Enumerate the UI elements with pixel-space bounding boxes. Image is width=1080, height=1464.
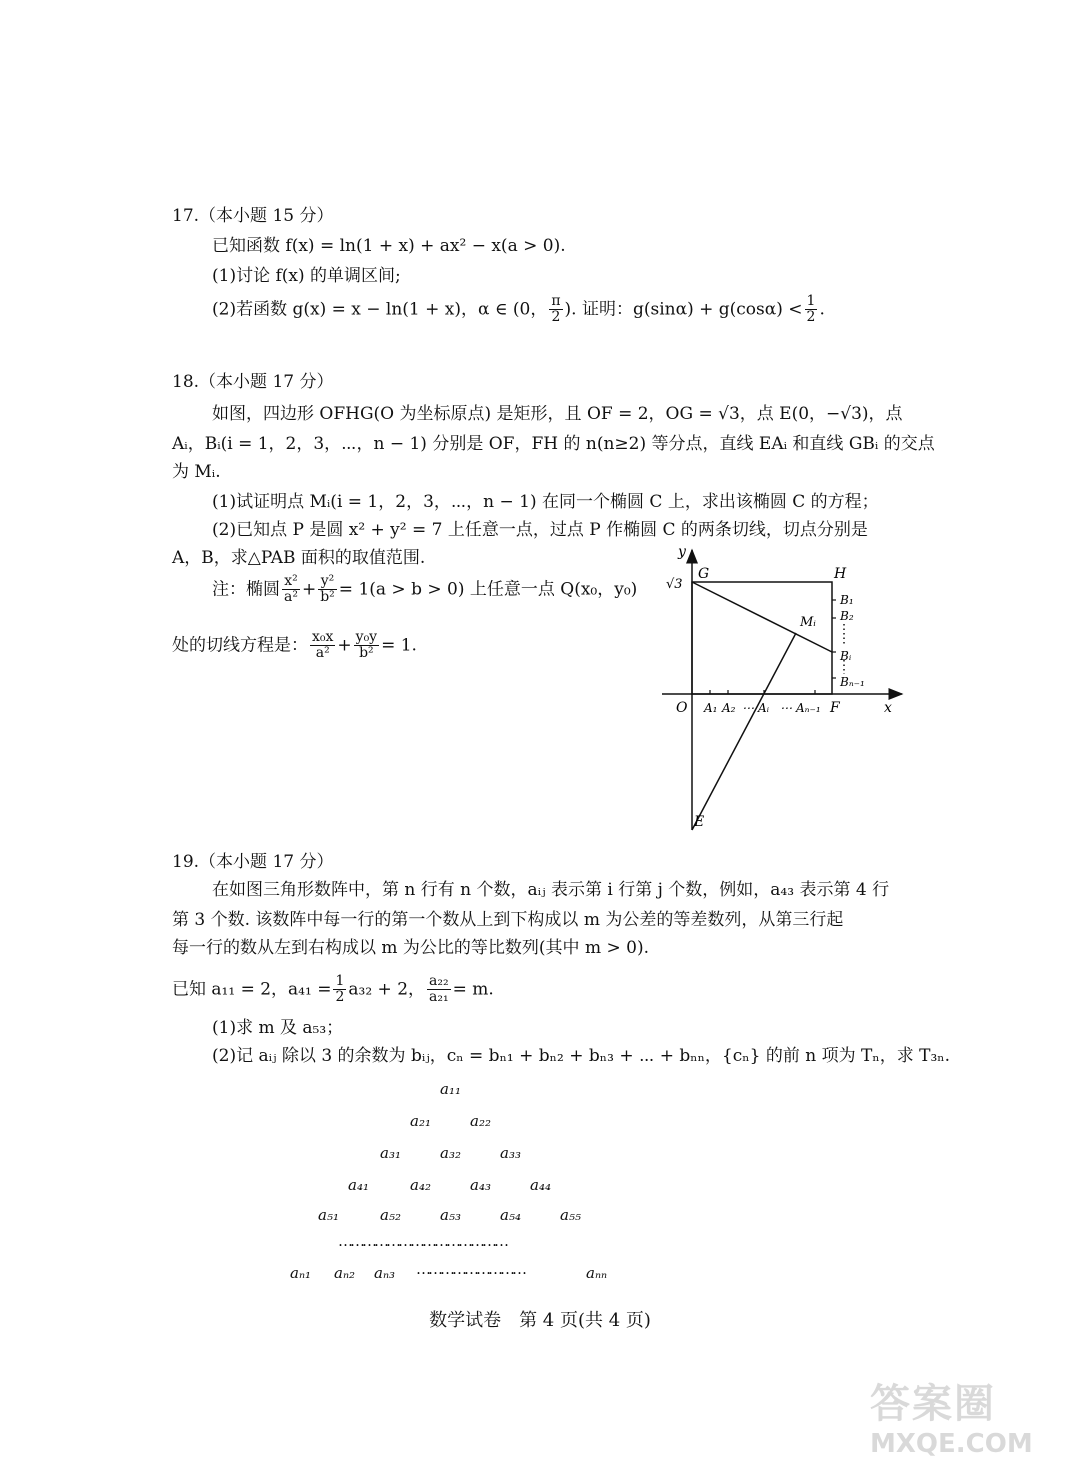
label-An1: Aₙ₋₁ xyxy=(796,701,821,715)
label-G: G xyxy=(698,566,710,582)
q18-note xyxy=(212,574,637,606)
matrix-entry: a₅₂ xyxy=(380,1206,401,1224)
y0y-over-b2-fraction xyxy=(354,630,379,662)
given-text-c: = m. xyxy=(452,979,494,1000)
matrix-entry: a₅₁ xyxy=(318,1206,339,1224)
y2-over-b2-fraction xyxy=(318,574,337,606)
matrix-entry: a₄₃ xyxy=(470,1176,491,1194)
fraction-numerator: y² xyxy=(318,574,337,590)
matrix-entry: a₃₃ xyxy=(500,1144,521,1162)
one-half-fraction xyxy=(333,974,346,1006)
one-half-fraction xyxy=(805,294,818,326)
label-F: F xyxy=(830,700,840,716)
label-Bi: Bᵢ xyxy=(840,649,852,663)
label-A2: A₂ xyxy=(722,701,736,715)
matrix-entry: a₅₄ xyxy=(500,1206,521,1224)
q18-part2-b: A，B，求△PAB 面积的取值范围. xyxy=(172,548,426,568)
plus-sign: + xyxy=(301,579,317,600)
matrix-entry: a₁₁ xyxy=(440,1080,461,1098)
x0x-over-a2-fraction xyxy=(310,630,335,662)
q19-part2: (2)记 aᵢⱼ 除以 3 的余数为 bᵢⱼ，cₙ = bₙ₁ + bₙ₂ + bₙ₃ + ⋯ + bₙₙ，{cₙ} 的前 n 项为 Tₙ，求 T₃ₙ. xyxy=(212,1046,951,1066)
matrix-entry: a₅₅ xyxy=(560,1206,581,1224)
matrix-entry: a₄₁ xyxy=(348,1176,369,1194)
ellipse-rectangle-figure xyxy=(650,540,920,840)
fraction-denominator: a₂₁ xyxy=(429,989,449,1006)
label-Mi: Mᵢ xyxy=(800,615,816,630)
fraction-numerator: π xyxy=(551,293,561,309)
matrix-entry: a₂₂ xyxy=(470,1112,491,1130)
q17-part2-text-b: ). 证明：g(sinα) + g(cosα) < xyxy=(564,299,803,320)
matrix-dots-last: ……………………… xyxy=(416,1260,524,1278)
label-O: O xyxy=(676,700,688,716)
fraction-numerator: y₀y xyxy=(355,629,378,645)
note-prefix: 注：椭圆 xyxy=(212,579,280,600)
q19-header: 19.（本小题 17 分） xyxy=(172,852,334,872)
fraction-numerator: a₂₂ xyxy=(429,973,449,989)
label-x: x xyxy=(884,700,892,716)
q18-part2-a: (2)已知点 P 是圆 x² + y² = 7 上任意一点，过点 P 作椭圆 C 的两条切线，切点分别是 xyxy=(212,520,868,540)
label-B1: B₁ xyxy=(840,593,854,607)
label-y: y xyxy=(678,544,686,560)
label-E: E xyxy=(694,814,705,830)
fraction-denominator: 2 xyxy=(551,309,561,326)
matrix-entry: a₄₂ xyxy=(410,1176,431,1194)
x2-over-a2-fraction xyxy=(282,574,300,606)
given-text-b: a₃₂ + 2， xyxy=(348,979,426,1000)
fraction-numerator: 1 xyxy=(806,293,816,309)
matrix-entry: a₂₁ xyxy=(410,1112,431,1130)
q17-part1: (1)讨论 f(x) 的单调区间; xyxy=(212,266,401,286)
label-Ai: Aᵢ xyxy=(758,701,770,715)
label-dots1: ⋯ xyxy=(742,701,754,715)
q18-part1: (1)试证明点 Mᵢ(i = 1，2，3，⋯，n − 1) 在同一个椭圆 C 上，求出该椭圆 C 的方程； xyxy=(212,492,879,512)
q17-header: 17.（本小题 15 分） xyxy=(172,206,334,226)
tangent-suffix: = 1. xyxy=(381,635,417,656)
fraction-numerator: x² xyxy=(282,574,300,590)
q17-given: 已知函数 f(x) = ln(1 + x) + ax² − x(a > 0). xyxy=(212,236,566,256)
matrix-entry: a₃₂ xyxy=(440,1144,461,1162)
watermark-logo xyxy=(870,1372,1070,1459)
fraction-denominator: a² xyxy=(284,589,298,606)
rectangle-OFHG xyxy=(692,582,832,694)
label-dots2: ⋯ xyxy=(780,701,792,715)
q18-header: 18.（本小题 17 分） xyxy=(172,372,334,392)
line-E-Ai xyxy=(692,633,796,830)
fraction-denominator: 2 xyxy=(806,309,816,326)
q18-line2: Aᵢ，Bᵢ(i = 1，2，3，⋯，n − 1) 分别是 OF，FH 的 n(n≥2) 等分点，直线 EAᵢ 和直线 GBᵢ 的交点 xyxy=(172,434,935,454)
fraction-denominator: 2 xyxy=(335,989,345,1006)
q17-part2-end: . xyxy=(819,299,825,320)
watermark-line2: MXQE.COM xyxy=(870,1429,1033,1459)
tangent-prefix: 处的切线方程是： xyxy=(172,635,308,656)
pi-over-two-fraction xyxy=(549,294,562,326)
q19-line1: 在如图三角形数阵中，第 n 行有 n 个数，aᵢⱼ 表示第 i 行第 j 个数，例如，a₄₃ 表示第 4 行 xyxy=(212,880,890,900)
note-suffix: = 1(a > b > 0) 上任意一点 Q(x₀，y₀) xyxy=(338,579,638,600)
fraction-numerator: x₀x xyxy=(312,629,334,645)
q19-part1: (1)求 m 及 a₅₃； xyxy=(212,1018,344,1038)
q19-line2: 第 3 个数. 该数阵中每一行的第一个数从上到下构成以 m 为公差的等差数列，从第三行起 xyxy=(172,910,844,930)
q19-given xyxy=(172,974,494,1006)
q18-line1: 如图，四边形 OFHG(O 为坐标原点) 是矩形，且 OF = 2，OG = √3，点 E(0，−√3)，点 xyxy=(212,404,903,424)
matrix-entry: a₄₄ xyxy=(530,1176,551,1194)
watermark-line1: 答案圈 xyxy=(870,1381,996,1427)
fraction-denominator: a² xyxy=(315,645,330,662)
plus-sign: + xyxy=(337,635,352,656)
q19-line3: 每一行的数从左到右构成以 m 为公比的等比数列(其中 m > 0). xyxy=(172,938,649,958)
matrix-entry: aₙ₂ xyxy=(334,1264,356,1282)
label-Bn1: Bₙ₋₁ xyxy=(840,675,865,689)
label-B2: B₂ xyxy=(840,609,854,623)
matrix-entry: aₙₙ xyxy=(586,1264,608,1282)
matrix-entry: aₙ₃ xyxy=(374,1264,396,1282)
matrix-entry: a₃₁ xyxy=(380,1144,401,1162)
label-H: H xyxy=(834,566,847,582)
q17-part2 xyxy=(212,294,825,326)
q18-tangent xyxy=(172,630,417,662)
label-sqrt3: √3 xyxy=(666,577,683,592)
given-text-a: 已知 a₁₁ = 2，a₄₁ = xyxy=(172,979,332,1000)
a22-over-a21-fraction xyxy=(427,974,451,1006)
matrix-dots-row: …………………………………… xyxy=(338,1232,506,1250)
matrix-entry: a₅₃ xyxy=(440,1206,461,1224)
q17-part2-text-a: (2)若函数 g(x) = x − ln(1 + x)，α ∈ (0， xyxy=(212,299,548,320)
fraction-numerator: 1 xyxy=(335,973,345,989)
matrix-entry: aₙ₁ xyxy=(290,1264,312,1282)
fraction-denominator: b² xyxy=(359,645,374,662)
page-footer: 数学试卷 第 4 页(共 4 页) xyxy=(429,1310,651,1331)
label-A1: A₁ xyxy=(704,701,718,715)
fraction-denominator: b² xyxy=(320,589,335,606)
q18-line3: 为 Mᵢ. xyxy=(172,462,221,482)
